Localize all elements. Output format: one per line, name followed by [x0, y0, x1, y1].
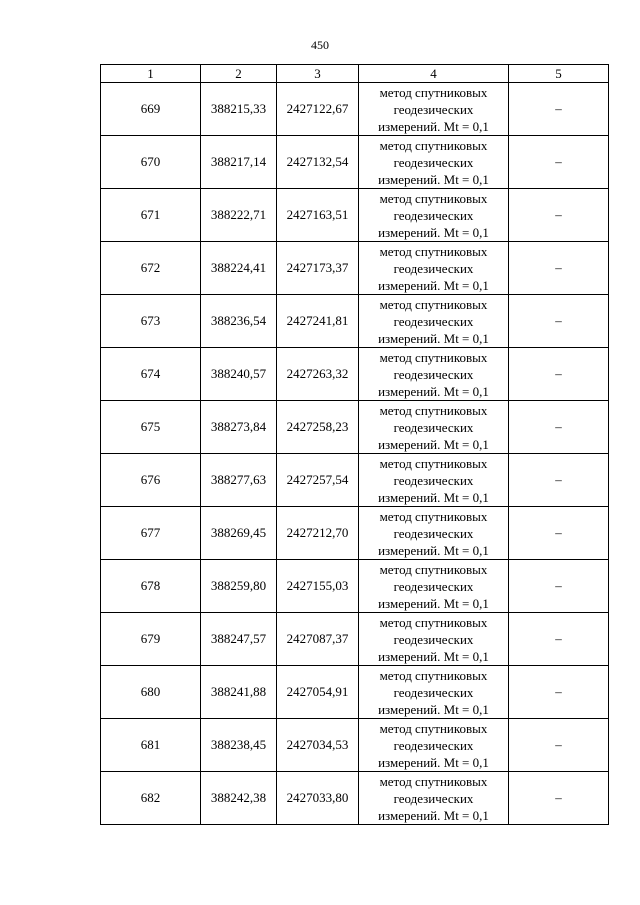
point-number-cell: 675 [101, 401, 201, 454]
x-coordinate-cell: 388224,41 [201, 242, 277, 295]
method-line: метод спутниковых [379, 720, 488, 736]
coordinates-table [100, 64, 609, 825]
method-line: метод спутниковых [379, 190, 488, 206]
y-coordinate-cell: 2427241,81 [277, 295, 359, 348]
y-coordinate-cell: 2427258,23 [277, 401, 359, 454]
y-coordinate-cell: 2427054,91 [277, 666, 359, 719]
method-line: геодезических [393, 684, 474, 700]
x-coordinate-cell: 388242,38 [201, 772, 277, 825]
method-line: метод спутниковых [379, 614, 488, 630]
page-number: 450 [311, 38, 329, 52]
point-number-cell: 678 [101, 560, 201, 613]
x-coordinate-cell: 388222,71 [201, 189, 277, 242]
point-number-cell: 673 [101, 295, 201, 348]
x-coordinate-cell: 388247,57 [201, 613, 277, 666]
method-cell [359, 242, 509, 295]
column-5-cell: – [509, 613, 609, 666]
method-line: геодезических [393, 790, 474, 806]
method-line: измерений. Mt = 0,1 [378, 436, 489, 452]
point-number-cell: 676 [101, 454, 201, 507]
column-5-cell: – [509, 295, 609, 348]
table-row [101, 507, 609, 560]
x-coordinate-cell: 388215,33 [201, 83, 277, 136]
table-row [101, 401, 609, 454]
method-line: геодезических [393, 578, 474, 594]
method-line: геодезических [393, 366, 474, 382]
method-line: измерений. Mt = 0,1 [378, 383, 489, 399]
table-row [101, 242, 609, 295]
point-number-cell: 677 [101, 507, 201, 560]
x-coordinate-cell: 388238,45 [201, 719, 277, 772]
y-coordinate-cell: 2427155,03 [277, 560, 359, 613]
table-row [101, 454, 609, 507]
x-coordinate-cell: 388241,88 [201, 666, 277, 719]
column-5-cell: – [509, 507, 609, 560]
x-coordinate-cell: 388277,63 [201, 454, 277, 507]
method-cell [359, 560, 509, 613]
method-line: геодезических [393, 313, 474, 329]
column-5-cell: – [509, 83, 609, 136]
point-number-cell: 669 [101, 83, 201, 136]
y-coordinate-cell: 2427122,67 [277, 83, 359, 136]
column-5-cell: – [509, 666, 609, 719]
y-coordinate-cell: 2427034,53 [277, 719, 359, 772]
method-cell [359, 401, 509, 454]
method-line: измерений. Mt = 0,1 [378, 754, 489, 770]
method-line: геодезических [393, 419, 474, 435]
column-5-cell: – [509, 348, 609, 401]
table-row [101, 83, 609, 136]
method-line: метод спутниковых [379, 349, 488, 365]
table-body [101, 83, 609, 825]
column-5-cell: – [509, 401, 609, 454]
method-cell [359, 666, 509, 719]
x-coordinate-cell: 388259,80 [201, 560, 277, 613]
method-line: измерений. Mt = 0,1 [378, 542, 489, 558]
point-number-cell: 682 [101, 772, 201, 825]
column-5-cell: – [509, 454, 609, 507]
method-line: метод спутниковых [379, 402, 488, 418]
y-coordinate-cell: 2427257,54 [277, 454, 359, 507]
column-5-cell: – [509, 242, 609, 295]
method-cell [359, 295, 509, 348]
method-line: измерений. Mt = 0,1 [378, 224, 489, 240]
method-line: измерений. Mt = 0,1 [378, 171, 489, 187]
method-line: геодезических [393, 472, 474, 488]
column-header: 5 [509, 65, 609, 83]
method-line: геодезических [393, 154, 474, 170]
column-5-cell: – [509, 772, 609, 825]
method-cell [359, 348, 509, 401]
table-row [101, 295, 609, 348]
y-coordinate-cell: 2427132,54 [277, 136, 359, 189]
method-line: метод спутниковых [379, 561, 488, 577]
column-header: 1 [101, 65, 201, 83]
x-coordinate-cell: 388240,57 [201, 348, 277, 401]
method-line: метод спутниковых [379, 667, 488, 683]
column-5-cell: – [509, 189, 609, 242]
method-line: измерений. Mt = 0,1 [378, 807, 489, 823]
method-line: геодезических [393, 101, 474, 117]
method-line: геодезических [393, 737, 474, 753]
method-cell [359, 136, 509, 189]
table-row [101, 136, 609, 189]
method-line: метод спутниковых [379, 84, 488, 100]
point-number-cell: 680 [101, 666, 201, 719]
y-coordinate-cell: 2427033,80 [277, 772, 359, 825]
method-cell [359, 613, 509, 666]
point-number-cell: 671 [101, 189, 201, 242]
x-coordinate-cell: 388269,45 [201, 507, 277, 560]
method-line: измерений. Mt = 0,1 [378, 118, 489, 134]
column-header: 3 [277, 65, 359, 83]
y-coordinate-cell: 2427212,70 [277, 507, 359, 560]
point-number-cell: 679 [101, 613, 201, 666]
method-line: измерений. Mt = 0,1 [378, 595, 489, 611]
method-line: метод спутниковых [379, 455, 488, 471]
method-line: геодезических [393, 525, 474, 541]
table-row [101, 189, 609, 242]
table-row [101, 772, 609, 825]
method-line: измерений. Mt = 0,1 [378, 701, 489, 717]
column-5-cell: – [509, 136, 609, 189]
method-line: измерений. Mt = 0,1 [378, 277, 489, 293]
point-number-cell: 674 [101, 348, 201, 401]
table-row [101, 560, 609, 613]
method-cell [359, 83, 509, 136]
method-line: измерений. Mt = 0,1 [378, 489, 489, 505]
x-coordinate-cell: 388217,14 [201, 136, 277, 189]
method-cell [359, 189, 509, 242]
method-cell [359, 719, 509, 772]
method-line: метод спутниковых [379, 137, 488, 153]
point-number-cell: 672 [101, 242, 201, 295]
table-row [101, 719, 609, 772]
table-row [101, 666, 609, 719]
column-header: 2 [201, 65, 277, 83]
method-line: метод спутниковых [379, 243, 488, 259]
point-number-cell: 681 [101, 719, 201, 772]
x-coordinate-cell: 388273,84 [201, 401, 277, 454]
point-number-cell: 670 [101, 136, 201, 189]
y-coordinate-cell: 2427087,37 [277, 613, 359, 666]
column-header: 4 [359, 65, 509, 83]
method-cell [359, 454, 509, 507]
method-cell [359, 507, 509, 560]
method-line: измерений. Mt = 0,1 [378, 648, 489, 664]
method-line: метод спутниковых [379, 296, 488, 312]
method-line: измерений. Mt = 0,1 [378, 330, 489, 346]
x-coordinate-cell: 388236,54 [201, 295, 277, 348]
y-coordinate-cell: 2427173,37 [277, 242, 359, 295]
y-coordinate-cell: 2427163,51 [277, 189, 359, 242]
method-line: метод спутниковых [379, 773, 488, 789]
method-line: геодезических [393, 631, 474, 647]
column-5-cell: – [509, 560, 609, 613]
y-coordinate-cell: 2427263,32 [277, 348, 359, 401]
method-cell [359, 772, 509, 825]
method-line: геодезических [393, 260, 474, 276]
table-row [101, 348, 609, 401]
table-row [101, 613, 609, 666]
table-header-row [101, 65, 609, 83]
method-line: метод спутниковых [379, 508, 488, 524]
method-line: геодезических [393, 207, 474, 223]
column-5-cell: – [509, 719, 609, 772]
